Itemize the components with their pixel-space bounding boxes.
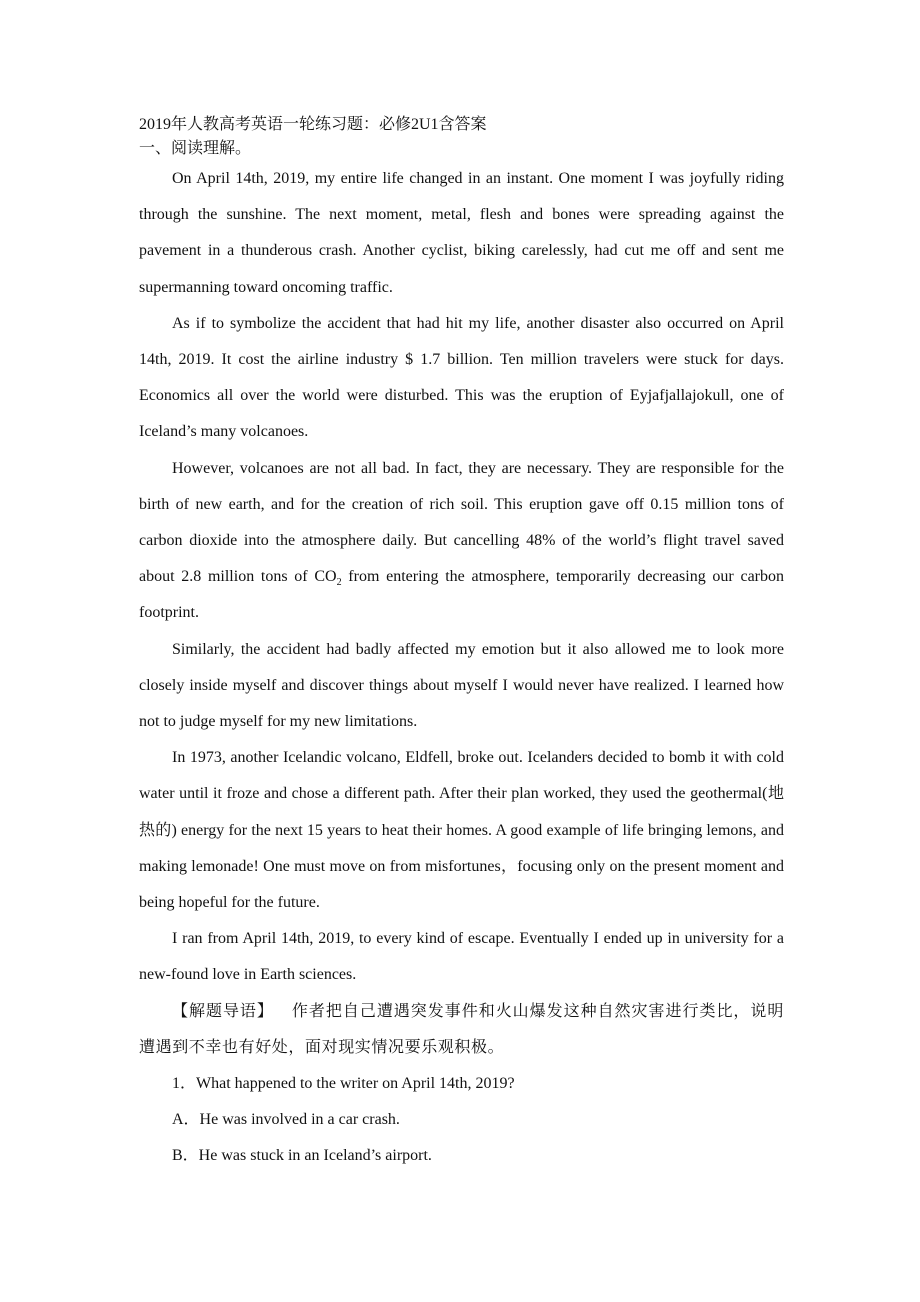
passage-paragraph-4: Similarly, the accident had badly affected my emotion but it also allowed me to look more closely inside myself and discover things about myself I would never have realized. I learned how not to judge myself for my new limitations. <box>139 640 784 731</box>
answer-option-a: A．He was involved in a car crash. <box>172 1110 400 1128</box>
answer-option-b: B．He was stuck in an Iceland’s airport. <box>172 1147 432 1165</box>
passage-paragraph-1: On April 14th, 2019, my entire life changed in an instant. One moment I was joyfully riding through the sunshine. The next moment, metal, flesh and bones were spreading against the pavement in a thunderous crash. Another cyclist, biking carelessly, had cut me off and sent me supermanning toward oncoming traffic. <box>139 170 784 296</box>
paragraph-3-text-start: However, volcanoes are not all bad. In fact, they are necessary. They are responsible for the birth of new earth, and for the creation of rich soil. This eruption gave off 0.15 million tons of carbon dioxide into the atmosphere daily. But cancelling 48% of the world’s flight travel saved about 2.8 million tons of CO <box>139 459 784 586</box>
solution-guide-label: 【解题导语】 <box>172 1002 274 1020</box>
passage-paragraph-6: I ran from April 14th, 2019, to every kind of escape. Eventually I ended up in university for a new-found love in Earth sciences. <box>139 930 784 984</box>
document-title: 2019年人教高考英语一轮练习题：必修2U1含答案 <box>139 116 487 133</box>
question-stem: 1．What happened to the writer on April 14th, 2019? <box>172 1074 515 1092</box>
solution-guide-text: 作者把自己遭遇突发事件和火山爆发这种自然灾害进行类比，说明遭遇到不幸也有好处，面对现实情况要乐观积极。 <box>139 1002 784 1056</box>
reading-passage <box>139 161 784 1174</box>
passage-paragraph-3 <box>139 451 784 632</box>
passage-paragraph-2: As if to symbolize the accident that had hit my life, another disaster also occurred on April 14th, 2019. It cost the airline industry $ 1.7 billion. Ten million travelers were stuck for days. Economics all over the world were disturbed. This was the eruption of Eyjafjallajokull, one of Iceland’s many volcanoes. <box>139 314 784 441</box>
co2-subscript: 2 <box>336 577 342 589</box>
section-heading: 一、阅读理解。 <box>139 140 252 157</box>
solution-guide <box>139 994 784 1066</box>
paragraph-3-text-end: from entering the atmosphere, temporarily decreasing our carbon footprint. <box>139 568 785 622</box>
passage-paragraph-5: In 1973, another Icelandic volcano, Eldfell, broke out. Icelanders decided to bomb it with cold water until it froze and chose a different path. After their plan worked, they used the geothermal(地热的) energy for the next 15 years to heat their homes. A good example of life bringing lemons, and making lemonade! One must move on from misfortunes，focusing only on the present moment and being hopeful for the future. <box>139 749 784 912</box>
